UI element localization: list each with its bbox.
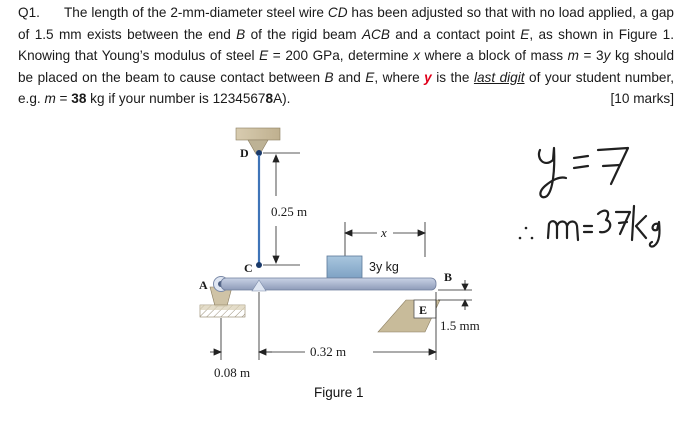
label-AC-length: 0.08 m: [214, 365, 251, 380]
question-number: Q1.: [18, 5, 40, 20]
handwriting-line-2: [519, 206, 660, 247]
question-segment: has been adjusted so that with no load applied, a gap of 1.5 mm exists between the end: [18, 5, 674, 42]
handwriting-line-1: [539, 148, 628, 197]
question-marks: [10 marks]: [610, 91, 674, 106]
question-segment: y: [424, 69, 432, 85]
question-segment: 8: [265, 91, 274, 106]
question-segment: = 200 GPa, determine: [268, 48, 414, 63]
pin-C: [256, 262, 262, 268]
label-B: B: [444, 270, 453, 284]
question-segment: The length of the 2-mm-diameter steel wire: [64, 5, 328, 20]
label-x: x: [381, 225, 387, 240]
label-CB-length: 0.32 m: [310, 344, 347, 359]
question-segment: last digit: [473, 69, 525, 85]
label-gap: 1.5 mm: [440, 318, 480, 333]
question-segment: where a block of mass: [419, 48, 568, 63]
question-segment: B: [324, 69, 334, 85]
label-C: C: [244, 261, 253, 275]
dimension-gap: [438, 280, 472, 310]
question-segment: E: [365, 69, 375, 85]
label-wire-length: 0.25 m: [271, 204, 308, 219]
question-segment: , where: [374, 69, 425, 85]
question-segment: E: [259, 48, 269, 63]
question-segment: y: [603, 48, 611, 63]
question-segment: of your student number, e.g.: [18, 69, 675, 106]
question-segment: ACB: [361, 26, 390, 42]
question-segment: , as shown in Figure 1. Knowing that Young’s modulus of steel: [18, 26, 675, 63]
question-segment: CD: [327, 5, 348, 20]
question-segment: m: [567, 48, 579, 63]
block: [327, 256, 362, 278]
question-segment: m: [44, 91, 56, 106]
label-block-mass: 3y kg: [369, 260, 399, 274]
question-segment: E: [520, 26, 530, 42]
question-segment: 38: [71, 91, 87, 106]
contact-block-E: [378, 300, 440, 332]
label-D: D: [240, 146, 249, 160]
question-segment: =: [55, 91, 72, 106]
question-segment: is the: [431, 69, 474, 85]
question-segment: x: [413, 48, 420, 63]
question-segment: B: [236, 26, 246, 42]
figure-caption: Figure 1: [314, 385, 364, 400]
question-segment: = 3: [578, 48, 604, 63]
label-E: E: [419, 303, 428, 317]
question-segment: A).: [273, 91, 291, 106]
question-segment: kg should be placed on the beam to cause contact between: [18, 48, 675, 85]
question-segment: and: [333, 69, 366, 85]
question-segment: of the rigid beam: [245, 26, 362, 42]
question-segment: and a contact point: [389, 26, 521, 42]
question-segment: kg if your number is 1234567: [86, 91, 266, 106]
label-A: A: [199, 278, 208, 292]
handwritten-answer: [519, 148, 660, 247]
beam-ACB: [221, 278, 436, 290]
